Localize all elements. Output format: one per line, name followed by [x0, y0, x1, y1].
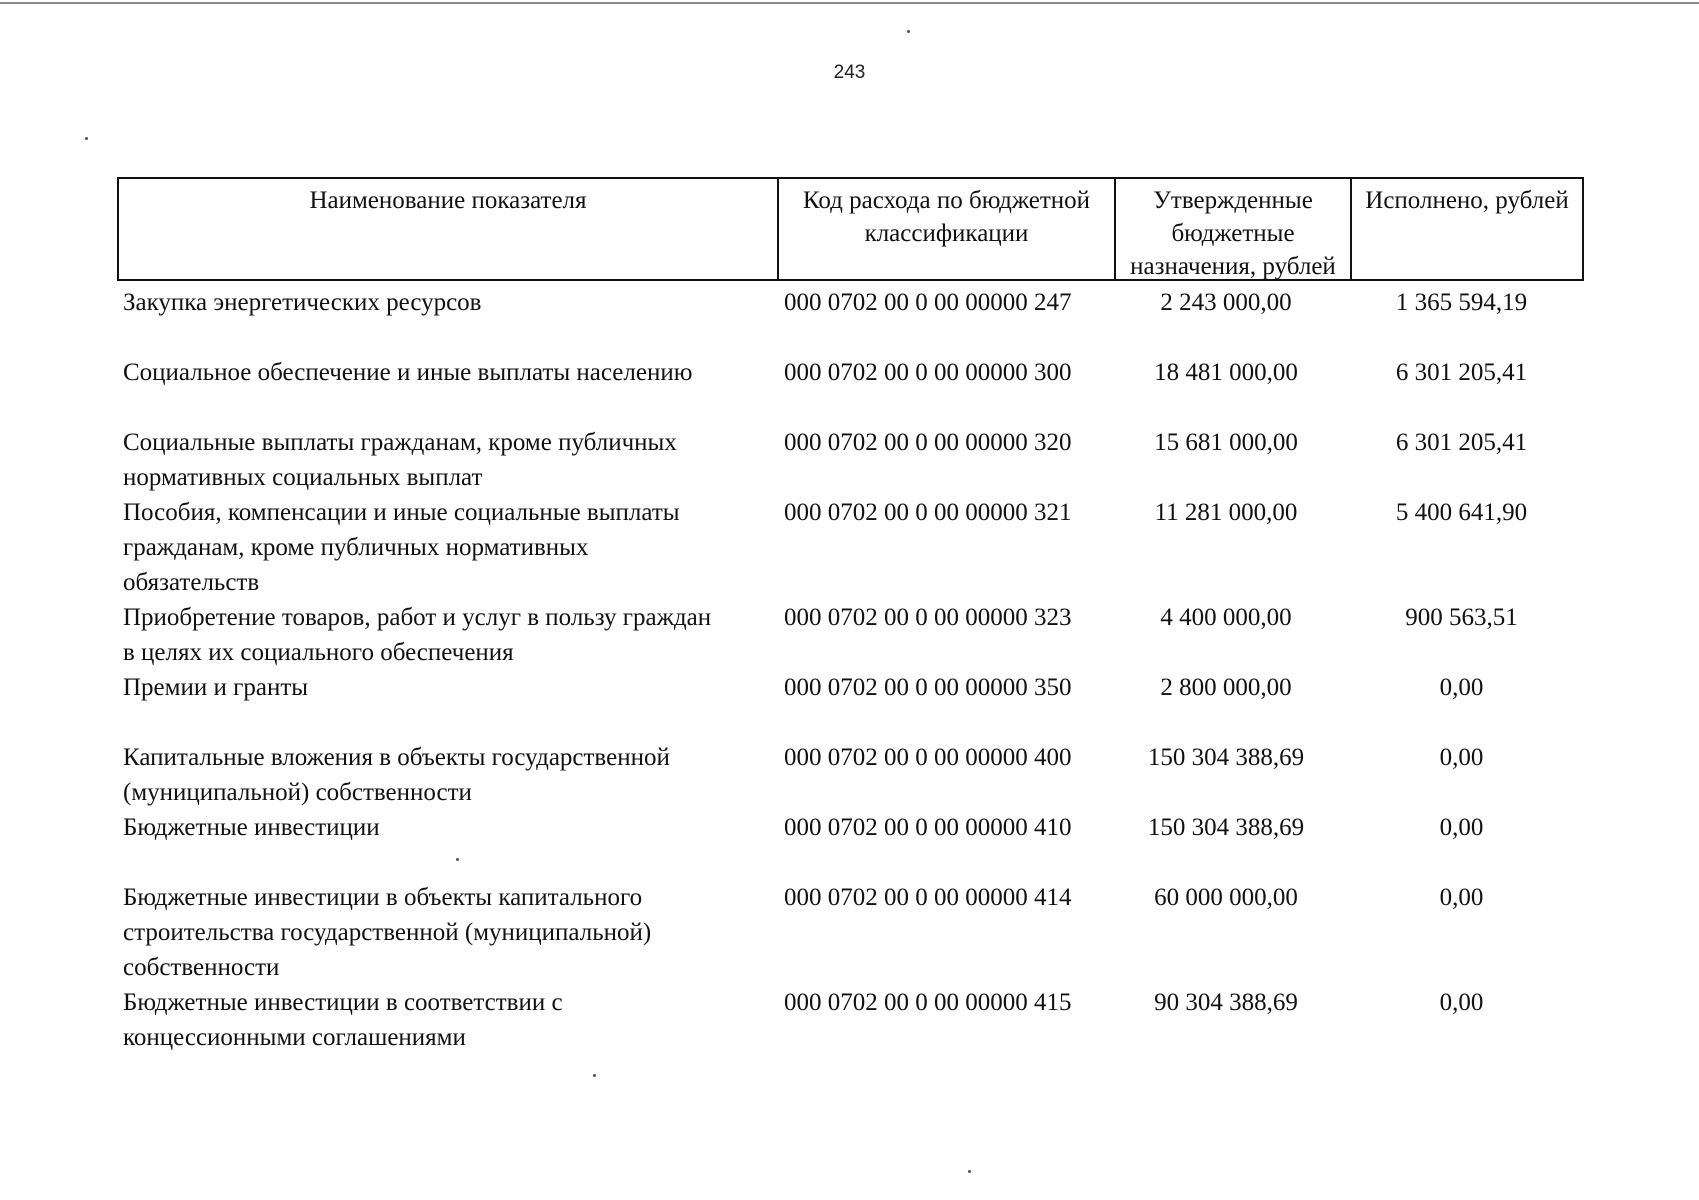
header-approved-line: бюджетные	[1171, 220, 1295, 247]
header-name-text: Наименование показателя	[309, 187, 587, 214]
row-executed: 0,00	[1439, 674, 1484, 701]
row-name-line: Бюджетные инвестиции	[123, 814, 380, 841]
row-executed: 900 563,51	[1405, 604, 1518, 631]
header-executed-cell	[1350, 179, 1582, 279]
row-name-line: Капитальные вложения в объекты государственной	[123, 744, 670, 771]
row-name	[123, 600, 763, 670]
row-code: 000 0702 00 0 00 00000 300	[784, 359, 1072, 386]
row-code: 000 0702 00 0 00 00000 415	[784, 989, 1072, 1016]
row-name-line: Приобретение товаров, работ и услуг в пользу граждан	[123, 604, 712, 631]
row-code: 000 0702 00 0 00 00000 414	[784, 884, 1072, 911]
scan-speck	[907, 30, 910, 33]
header-approved-cell	[1114, 179, 1350, 279]
row-name-line: Бюджетные инвестиции в соответствии с	[123, 989, 563, 1016]
row-name	[123, 670, 763, 705]
header-name-cell	[119, 179, 777, 279]
header-code-line: классификации	[864, 220, 1029, 247]
row-name-line: нормативных социальных выплат	[123, 464, 483, 491]
scan-speck	[593, 1074, 596, 1077]
row-executed: 0,00	[1439, 744, 1484, 771]
row-name-line: собственности	[123, 954, 280, 981]
row-name	[123, 285, 763, 320]
page-number: 243	[833, 62, 866, 83]
row-code: 000 0702 00 0 00 00000 323	[784, 604, 1072, 631]
row-executed: 6 301 205,41	[1395, 429, 1528, 456]
row-name-line: Социальные выплаты гражданам, кроме публичных	[123, 429, 677, 456]
row-approved: 2 800 000,00	[1160, 674, 1292, 701]
row-approved: 60 000 000,00	[1154, 884, 1298, 911]
scan-speck	[968, 1170, 971, 1173]
row-code: 000 0702 00 0 00 00000 350	[784, 674, 1072, 701]
row-code: 000 0702 00 0 00 00000 321	[784, 499, 1072, 526]
row-name-line: концессионными соглашениями	[123, 1024, 466, 1051]
header-approved-line: Утвержденные	[1153, 187, 1313, 214]
header-executed-text: Исполнено, рублей	[1365, 187, 1569, 214]
row-name	[123, 880, 763, 985]
row-name	[123, 810, 763, 845]
row-name-line: Пособия, компенсации и иные социальные выплаты	[123, 499, 680, 526]
row-name-line: Бюджетные инвестиции в объекты капитального	[123, 884, 643, 911]
row-executed: 0,00	[1439, 989, 1484, 1016]
header-code-line: Код расхода по бюджетной	[802, 187, 1091, 214]
table-header	[117, 177, 1584, 281]
row-code: 000 0702 00 0 00 00000 320	[784, 429, 1072, 456]
row-approved: 150 304 388,69	[1147, 744, 1305, 771]
row-name-line: Социальное обеспечение и иные выплаты населению	[123, 359, 693, 386]
row-code: 000 0702 00 0 00 00000 247	[784, 289, 1072, 316]
row-executed: 0,00	[1439, 884, 1484, 911]
row-approved: 90 304 388,69	[1154, 989, 1298, 1016]
row-name	[123, 355, 763, 390]
row-name-line: Закупка энергетических ресурсов	[123, 289, 482, 316]
row-name	[123, 495, 763, 600]
row-name-line: гражданам, кроме публичных нормативных	[123, 534, 589, 561]
row-name-line: обязательств	[123, 569, 260, 596]
header-approved-line: назначения, рублей	[1130, 253, 1336, 280]
row-approved: 11 281 000,00	[1154, 499, 1298, 526]
row-name-line: (муниципальной) собственности	[123, 779, 472, 806]
row-code: 000 0702 00 0 00 00000 400	[784, 744, 1072, 771]
scan-speck	[456, 858, 459, 861]
row-executed: 0,00	[1439, 814, 1484, 841]
row-executed: 1 365 594,19	[1395, 289, 1528, 316]
scan-top-edge	[0, 2, 1699, 4]
row-code: 000 0702 00 0 00 00000 410	[784, 814, 1072, 841]
row-name	[123, 425, 763, 495]
row-approved: 2 243 000,00	[1160, 289, 1292, 316]
row-approved: 15 681 000,00	[1154, 429, 1298, 456]
row-approved: 4 400 000,00	[1160, 604, 1292, 631]
scan-speck	[85, 137, 88, 140]
row-approved: 18 481 000,00	[1154, 359, 1298, 386]
header-code-cell	[777, 179, 1114, 279]
row-name-line: Премии и гранты	[123, 674, 309, 701]
row-executed: 5 400 641,90	[1395, 499, 1528, 526]
row-name-line: строительства государственной (муниципальной)	[123, 919, 652, 946]
row-name	[123, 740, 763, 810]
row-executed: 6 301 205,41	[1395, 359, 1528, 386]
row-name	[123, 985, 763, 1055]
row-name-line: в целях их социального обеспечения	[123, 639, 514, 666]
row-approved: 150 304 388,69	[1147, 814, 1305, 841]
